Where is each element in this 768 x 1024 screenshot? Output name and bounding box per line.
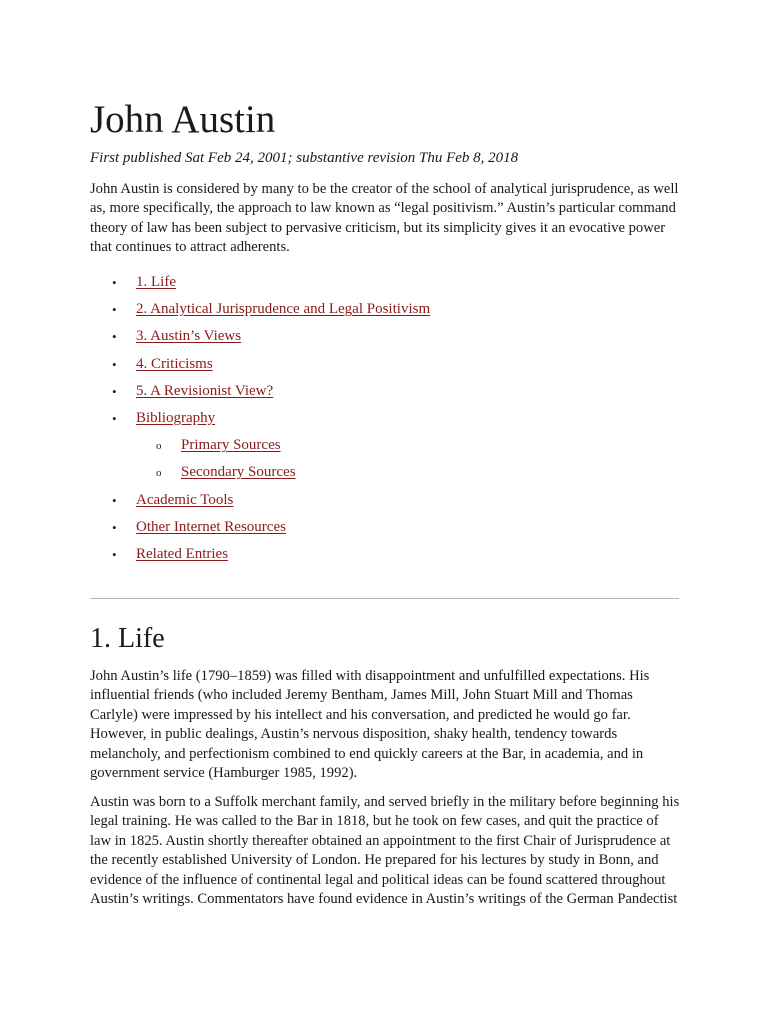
toc-item-primary-sources bbox=[90, 435, 430, 462]
bullet-icon: • bbox=[112, 410, 117, 426]
bullet-icon: • bbox=[112, 356, 117, 372]
toc-link-related-entries[interactable]: Related Entries bbox=[136, 545, 229, 562]
toc-link-other-internet-resources[interactable]: Other Internet Resources bbox=[136, 518, 286, 535]
body-paragraph: Austin was born to a Suffolk merchant family, and served briefly in the military before beginning his legal training. He was called to the Bar in 1818, but he took on few cases, and quit the practice of law in 1825. Austin shortly thereafter obtained an appointment to the first Chair of Jurisprudence at the recently established University of London. He prepared for his lectures by study in Bonn, and evidence of the influence of continental legal and political ideas can be found scattered throughout Austin’s writings. Commentators have found evidence in Austin’s writings of the German Pandectist bbox=[90, 794, 680, 908]
bullet-icon: • bbox=[112, 275, 117, 290]
toc-link-secondary-sources[interactable]: Secondary Sources bbox=[181, 464, 296, 481]
toc-link-academic-tools[interactable]: Academic Tools bbox=[136, 491, 234, 508]
bullet-icon: • bbox=[112, 329, 117, 345]
page-title: John Austin bbox=[90, 98, 276, 141]
section-heading-life: 1. Life bbox=[90, 623, 165, 654]
toc-item-related-entries bbox=[90, 544, 430, 571]
toc-item-criticisms bbox=[90, 354, 430, 381]
toc-item-academic-tools bbox=[90, 490, 430, 517]
preamble-paragraph: John Austin is considered by many to be the creator of the school of analytical jurisprudence, as well as, more specifically, the approach to law known as “legal positivism.” Austin’s particular command theory of law has been subject to pervasive criticism, but its simplicity gives it an evocative power that continues to attract adherents. bbox=[90, 181, 679, 256]
toc-item-austins-views bbox=[90, 326, 430, 353]
sub-bullet-icon: o bbox=[156, 440, 162, 453]
section-divider bbox=[90, 598, 679, 599]
toc-item-other-internet-resources bbox=[90, 517, 430, 544]
body-paragraph: John Austin’s life (1790–1859) was filled with disappointment and unfulfilled expectations. His influential friends (who included Jeremy Bentham, James Mill, John Stuart Mill and Thomas Carlyle) were impressed by his intellect and his conversation, and predicted he would go far. However, in public dealings, Austin’s nervous disposition, shaky health, tendency towards melancholy, and perfectionism combined to end quickly careers at the Bar, in academia, and in government service (Hamburger 1985, 1992). bbox=[90, 668, 650, 782]
toc-link-primary-sources[interactable]: Primary Sources bbox=[181, 437, 281, 454]
toc-link-life[interactable]: 1. Life bbox=[136, 274, 176, 290]
sub-bullet-icon: o bbox=[156, 467, 162, 480]
bullet-icon: • bbox=[112, 546, 117, 562]
toc-link-criticisms[interactable]: 4. Criticisms bbox=[136, 355, 213, 372]
toc-link-revisionist-view[interactable]: 5. A Revisionist View? bbox=[136, 382, 274, 399]
toc-link-analytical-jurisprudence[interactable]: 2. Analytical Jurisprudence and Legal Positivism bbox=[136, 301, 431, 318]
toc-item-analytical-jurisprudence bbox=[90, 299, 430, 326]
bullet-icon: • bbox=[112, 383, 117, 399]
publication-info: First published Sat Feb 24, 2001; substantive revision Thu Feb 8, 2018 bbox=[90, 150, 519, 166]
toc-item-bibliography bbox=[90, 408, 430, 435]
toc-item-revisionist-view bbox=[90, 381, 430, 408]
toc-item-life bbox=[90, 272, 430, 299]
toc-link-bibliography[interactable]: Bibliography bbox=[136, 409, 216, 426]
toc-item-secondary-sources bbox=[90, 462, 430, 489]
toc-link-austins-views[interactable]: 3. Austin’s Views bbox=[136, 328, 242, 345]
bullet-icon: • bbox=[112, 492, 117, 508]
table-of-contents bbox=[90, 272, 430, 571]
bullet-icon: • bbox=[112, 302, 117, 318]
bullet-icon: • bbox=[112, 519, 117, 535]
